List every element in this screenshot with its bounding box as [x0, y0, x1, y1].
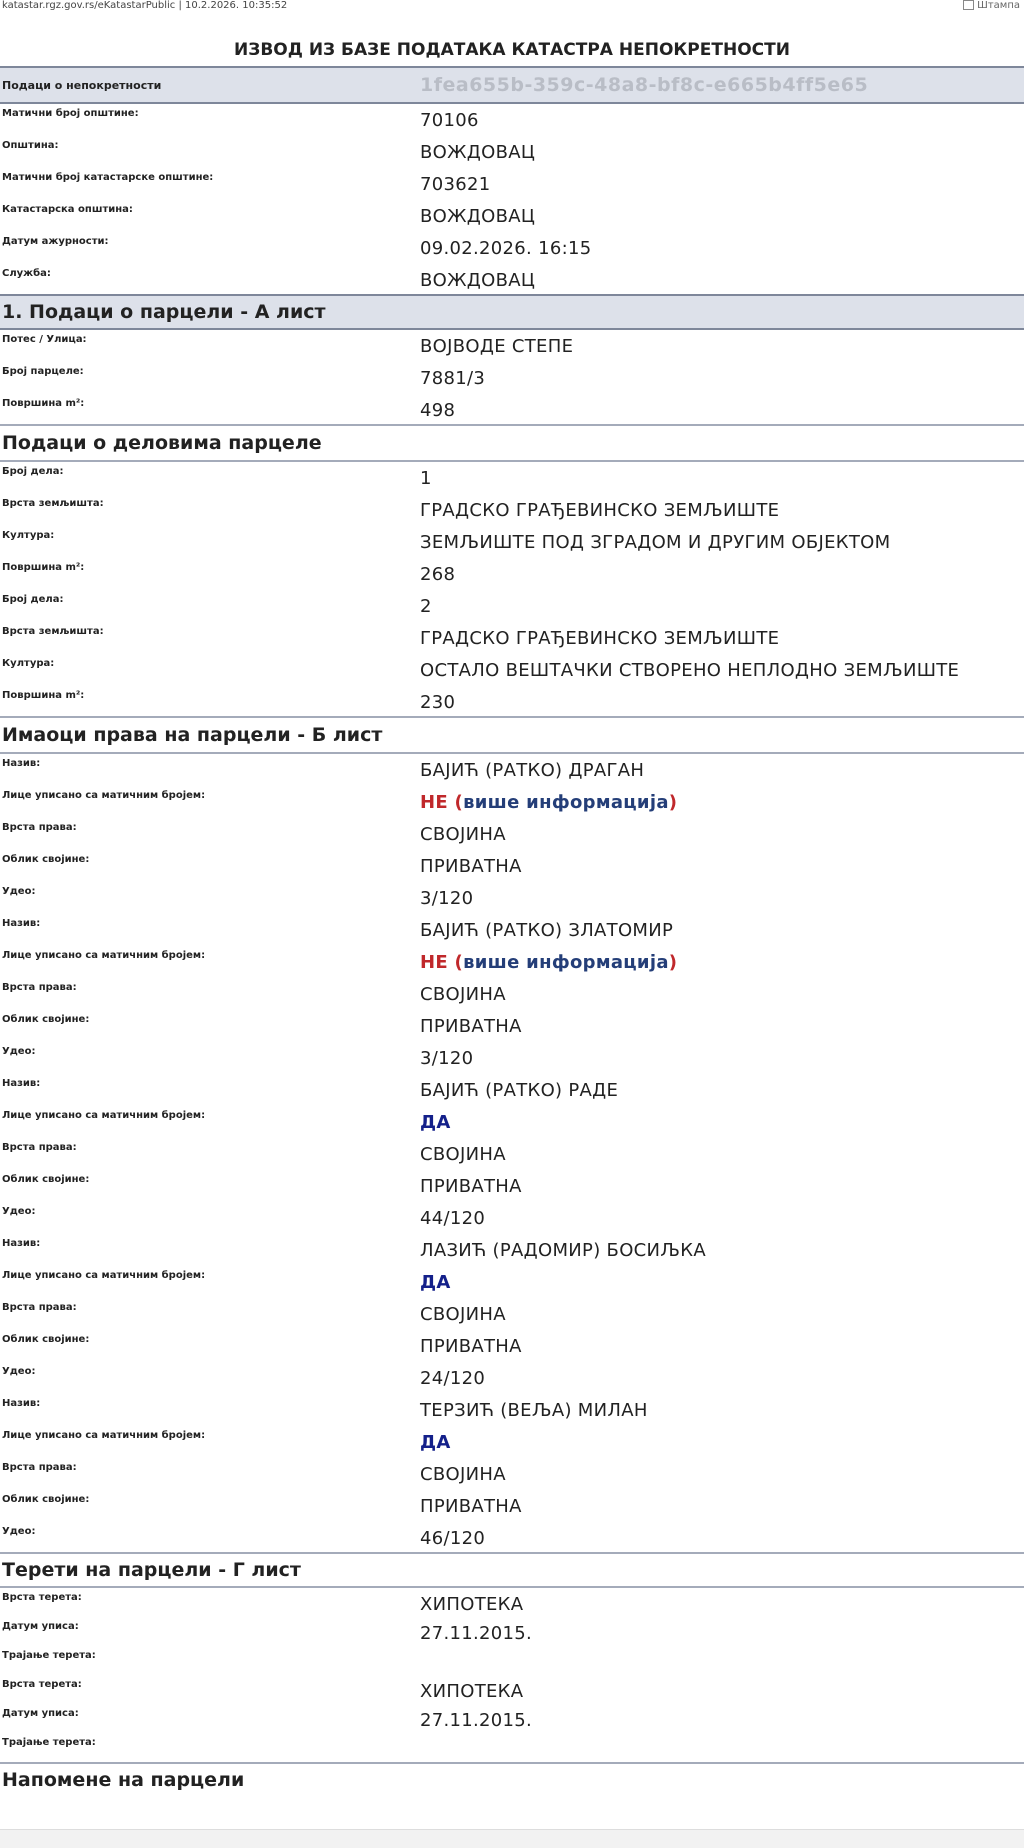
burden-duration-row [0, 1646, 1024, 1675]
owners-heading: Имаоци права на парцели - Б лист [0, 716, 1024, 754]
field-label: Врста терета: [2, 1592, 82, 1603]
burden-type: ХИПОТЕКА [420, 1681, 524, 1702]
owner-right-type: СВОЈИНА [420, 984, 506, 1005]
owner-right-type: СВОЈИНА [420, 1304, 506, 1325]
owner-share-row [0, 882, 1024, 914]
field-label: Назив: [2, 758, 41, 769]
field-label: Површина m²: [2, 398, 85, 409]
field-label: Служба: [2, 268, 51, 279]
field-label: Датум уписа: [2, 1708, 79, 1719]
field-label: Удео: [2, 1046, 36, 1057]
field-value: 268 [420, 564, 456, 585]
notes-heading: Напомене на парцели [0, 1762, 1024, 1796]
field-label: Лице уписано са матичним бројем: [2, 950, 206, 961]
owner-registered: НЕ (више информација) [420, 952, 678, 973]
field-label: Површина m²: [2, 690, 85, 701]
owner-right-row [0, 1298, 1024, 1330]
owner-ownership-form: ПРИВАТНА [420, 856, 522, 877]
owner-name-row [0, 914, 1024, 946]
owner-name: ТЕРЗИЋ (ВЕЉА) МИЛАН [420, 1400, 648, 1421]
more-info-link[interactable]: више информација [463, 952, 669, 973]
owner-registered: ДА [420, 1272, 451, 1293]
field-label: Број дела: [2, 466, 64, 477]
owner-name: БАЈИЋ (РАТКО) ЗЛАТОМИР [420, 920, 674, 941]
field-label: Трајање терета: [2, 1650, 96, 1661]
owner-name-row [0, 1234, 1024, 1266]
owner-registered-row [0, 786, 1024, 818]
field-value: ВОЖДОВАЦ [420, 270, 536, 291]
url-timestamp: katastar.rgz.gov.rs/eKatastarPublic | 10.2.2026. 10:35:52 [2, 0, 288, 11]
field-label: Број дела: [2, 594, 64, 605]
print-button[interactable] [963, 0, 1020, 12]
owners-list [0, 754, 1024, 1552]
document-title: ИЗВОД ИЗ БАЗЕ ПОДАТАКА КАТАСТРА НЕПОКРЕТНОСТИ [234, 40, 790, 60]
browser-topbar [0, 0, 1024, 14]
field-label: Назив: [2, 1398, 41, 1409]
field-value: ЗЕМЉИШТЕ ПОД ЗГРАДОМ И ДРУГИМ ОБЈЕКТОМ [420, 532, 891, 553]
field-label: Назив: [2, 918, 41, 929]
owner-share: 44/120 [420, 1208, 486, 1229]
field-row [0, 264, 1024, 294]
burden-type: ХИПОТЕКА [420, 1594, 524, 1615]
field-label: Култура: [2, 658, 55, 669]
owner-name: ЛАЗИЋ (РАДОМИР) БОСИЉКА [420, 1240, 706, 1261]
owner-registered-row [0, 1106, 1024, 1138]
field-label: Врста права: [2, 1462, 77, 1473]
field-label: Култура: [2, 530, 55, 541]
parts-heading: Подаци о деловима парцеле [0, 424, 1024, 462]
property-id: 1fea655b-359c-48a8-bf8c-e665b4ff5e65 [420, 74, 869, 96]
parcel-fields [0, 330, 1024, 424]
owner-ownership-form: ПРИВАТНА [420, 1176, 522, 1197]
owner-name-row [0, 1394, 1024, 1426]
field-row [0, 136, 1024, 168]
field-label: Матични број катастарске општине: [2, 172, 214, 183]
registered-value: НЕ [420, 952, 448, 973]
field-label: Облик својине: [2, 1334, 90, 1345]
part-row [0, 494, 1024, 526]
owner-ownership-form: ПРИВАТНА [420, 1496, 522, 1517]
property-id-band [0, 66, 1024, 104]
field-label: Врста права: [2, 822, 77, 833]
part-row [0, 462, 1024, 494]
field-label: Врста земљишта: [2, 626, 104, 637]
field-label: Удео: [2, 886, 36, 897]
field-label: Број парцеле: [2, 366, 84, 377]
owner-registered: ДА [420, 1432, 451, 1453]
burden-date-row [0, 1617, 1024, 1646]
burden-duration-row [0, 1733, 1024, 1762]
owner-form-row [0, 850, 1024, 882]
field-label: Назив: [2, 1238, 41, 1249]
owner-name: БАЈИЋ (РАТКО) РАДЕ [420, 1080, 619, 1101]
field-label: Удео: [2, 1366, 36, 1377]
field-label: Облик својине: [2, 1174, 90, 1185]
field-label: Лице уписано са матичним бројем: [2, 1270, 206, 1281]
burden-type-row [0, 1588, 1024, 1617]
owner-ownership-form: ПРИВАТНА [420, 1336, 522, 1357]
field-label: Удео: [2, 1526, 36, 1537]
property-fields [0, 104, 1024, 294]
part-row [0, 526, 1024, 558]
part-row [0, 654, 1024, 686]
field-row [0, 394, 1024, 424]
burdens-list [0, 1588, 1024, 1762]
field-label: Општина: [2, 140, 59, 151]
owner-share-row [0, 1362, 1024, 1394]
part-row [0, 558, 1024, 590]
field-label: Облик својине: [2, 1494, 90, 1505]
owner-registered-row [0, 1426, 1024, 1458]
owner-right-type: СВОЈИНА [420, 824, 506, 845]
more-info-link[interactable]: више информација [463, 792, 669, 813]
field-value: ВОЈВОДЕ СТЕПЕ [420, 336, 574, 357]
field-label: Трајање терета: [2, 1737, 96, 1748]
field-value: 1 [420, 468, 432, 489]
part-row [0, 686, 1024, 716]
parcel-parts [0, 462, 1024, 716]
owner-right-row [0, 1138, 1024, 1170]
field-label: Врста терета: [2, 1679, 82, 1690]
field-row [0, 104, 1024, 136]
field-label: Врста права: [2, 1142, 77, 1153]
field-value: 70106 [420, 110, 479, 131]
owner-share: 24/120 [420, 1368, 486, 1389]
field-label: Датум уписа: [2, 1621, 79, 1632]
owner-share: 46/120 [420, 1528, 486, 1549]
owner-registered-row [0, 946, 1024, 978]
field-value: 230 [420, 692, 456, 713]
field-label: Назив: [2, 1078, 41, 1089]
burdens-heading: Терети на парцели - Г лист [0, 1552, 1024, 1588]
field-label: Катастарска општина: [2, 204, 133, 215]
burden-date-row [0, 1704, 1024, 1733]
field-value: ГРАДСКО ГРАЂЕВИНСКО ЗЕМЉИШТЕ [420, 628, 780, 649]
property-label: Подаци о непокретности [2, 78, 162, 92]
parcel-heading: 1. Подаци о парцели - А лист [0, 294, 1024, 330]
part-row [0, 590, 1024, 622]
owner-right-type: СВОЈИНА [420, 1144, 506, 1165]
field-value: 703621 [420, 174, 491, 195]
field-label: Удео: [2, 1206, 36, 1217]
field-row [0, 362, 1024, 394]
field-value: ГРАДСКО ГРАЂЕВИНСКО ЗЕМЉИШТЕ [420, 500, 780, 521]
field-value: ВОЖДОВАЦ [420, 142, 536, 163]
field-label: Лице уписано са матичним бројем: [2, 790, 206, 801]
field-label: Матични број општине: [2, 108, 139, 119]
owner-form-row [0, 1010, 1024, 1042]
print-label: Штампа [977, 0, 1020, 11]
owner-right-row [0, 978, 1024, 1010]
owner-registered-row [0, 1266, 1024, 1298]
field-label: Потес / Улица: [2, 334, 87, 345]
owner-name-row [0, 754, 1024, 786]
owner-form-row [0, 1330, 1024, 1362]
burden-type-row [0, 1675, 1024, 1704]
owner-registered: НЕ (више информација) [420, 792, 678, 813]
owner-right-type: СВОЈИНА [420, 1464, 506, 1485]
bottom-bar [0, 1829, 1024, 1848]
owner-ownership-form: ПРИВАТНА [420, 1016, 522, 1037]
owner-share: 3/120 [420, 1048, 474, 1069]
field-row [0, 200, 1024, 232]
field-value: 498 [420, 400, 456, 421]
owner-name-row [0, 1074, 1024, 1106]
field-row [0, 232, 1024, 264]
owner-form-row [0, 1170, 1024, 1202]
field-value: 09.02.2026. 16:15 [420, 238, 592, 259]
field-label: Врста права: [2, 982, 77, 993]
owner-share-row [0, 1202, 1024, 1234]
owner-name: БАЈИЋ (РАТКО) ДРАГАН [420, 760, 645, 781]
field-label: Врста права: [2, 1302, 77, 1313]
owner-form-row [0, 1490, 1024, 1522]
field-label: Лице уписано са матичним бројем: [2, 1110, 206, 1121]
field-value: ОСТАЛО ВЕШТАЧКИ СТВОРЕНО НЕПЛОДНО ЗЕМЉИШТЕ [420, 660, 960, 681]
owner-registered: ДА [420, 1112, 451, 1133]
field-value: 2 [420, 596, 432, 617]
part-row [0, 622, 1024, 654]
registered-value: НЕ [420, 792, 448, 813]
owner-share-row [0, 1522, 1024, 1552]
field-row [0, 330, 1024, 362]
burden-date: 27.11.2015. [420, 1623, 533, 1644]
field-label: Површина m²: [2, 562, 85, 573]
field-label: Облик својине: [2, 1014, 90, 1025]
owner-right-row [0, 1458, 1024, 1490]
field-value: 7881/3 [420, 368, 486, 389]
field-label: Датум ажурности: [2, 236, 109, 247]
owner-right-row [0, 818, 1024, 850]
field-label: Лице уписано са матичним бројем: [2, 1430, 206, 1441]
field-row [0, 168, 1024, 200]
printer-icon [963, 0, 974, 10]
field-label: Врста земљишта: [2, 498, 104, 509]
field-label: Облик својине: [2, 854, 90, 865]
owner-share: 3/120 [420, 888, 474, 909]
owner-share-row [0, 1042, 1024, 1074]
field-value: ВОЖДОВАЦ [420, 206, 536, 227]
burden-date: 27.11.2015. [420, 1710, 533, 1731]
